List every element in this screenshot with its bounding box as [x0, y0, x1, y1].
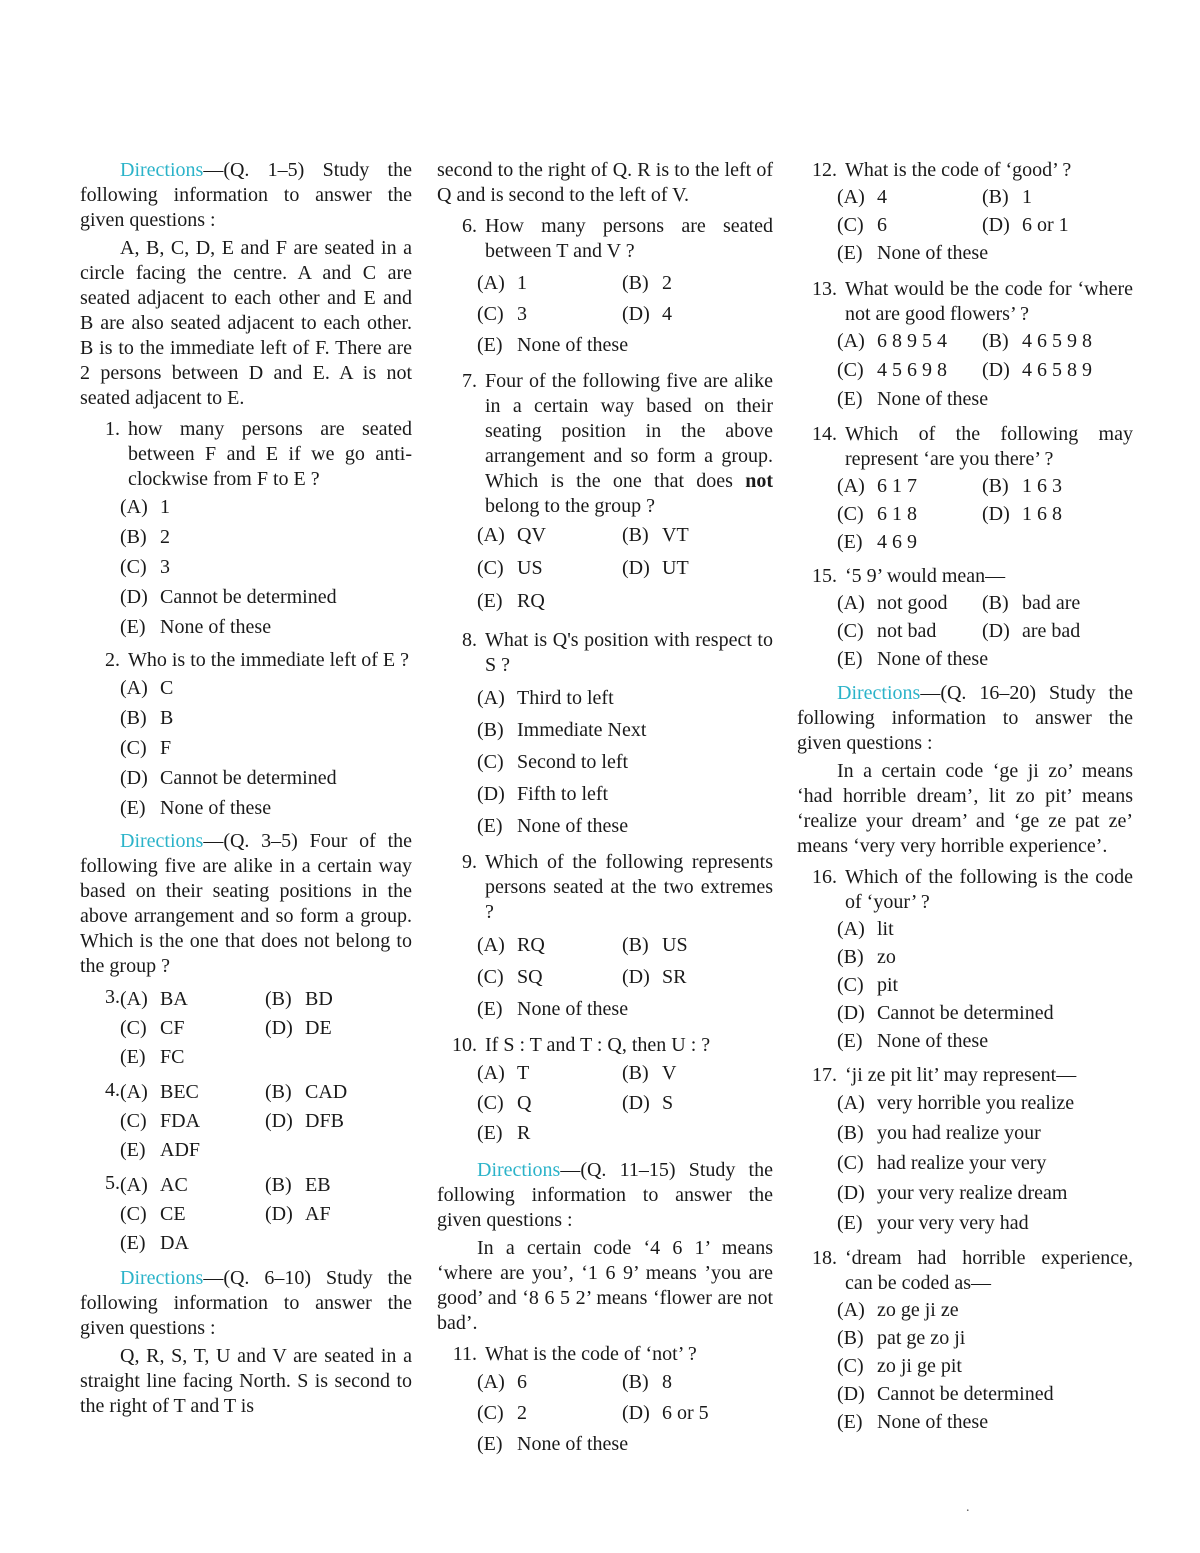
column-3 — [797, 158, 1133, 1436]
options-q1 — [120, 492, 412, 642]
option[interactable]: (D) SR — [622, 965, 687, 988]
options-q6 — [477, 268, 773, 361]
option[interactable]: (B) 1 — [982, 185, 1032, 208]
question-2: 2. Who is to the immediate left of E ? — [80, 648, 412, 673]
question-11: 11. What is the code of ‘not’ ? — [437, 1342, 773, 1367]
option[interactable]: (E) None of these — [837, 647, 989, 670]
option[interactable]: (D) 4 — [622, 303, 672, 325]
option[interactable]: (E) None of these — [837, 241, 989, 264]
option[interactable]: (B) 4 6 5 9 8 — [982, 330, 1092, 352]
option[interactable]: (A) AC — [120, 1174, 188, 1196]
option[interactable]: (A) BEC — [120, 1081, 199, 1103]
option[interactable]: (C) US — [477, 557, 543, 579]
directions-label: Directions — [837, 682, 921, 704]
question-text: What is Q's position with respect to S ? — [485, 629, 773, 676]
question-14: 14. Which of the following may represent ‘are you there’ ? — [812, 423, 1133, 470]
option[interactable]: (C) FDA — [120, 1110, 201, 1132]
options-q18 — [837, 1296, 1133, 1436]
option[interactable]: (E) None of these — [477, 997, 629, 1020]
passage-code-2: In a certain code ‘ge ji zo’ means ‘had horrible dream’, lit zo pit’ means ‘realize your dream’ and ‘ge ze pat ze’ means ‘very very horrible experience’. — [797, 760, 1133, 857]
option[interactable]: (A) BA — [120, 988, 188, 1010]
option[interactable]: (D) Cannot be determined — [837, 1001, 1054, 1024]
option[interactable]: (C) pit — [837, 973, 899, 996]
option[interactable]: (D) 1 6 8 — [982, 502, 1062, 525]
question-text: ‘ji ze pit lit’ may represent— — [845, 1064, 1077, 1086]
option[interactable]: (A) C — [120, 676, 174, 699]
directions-q11-15: Directions—(Q. 11–15) Study the following information to answer the given questions : — [437, 1159, 773, 1231]
directions-q16-20: Directions—(Q. 16–20) Study the following information to answer the given questions : — [797, 682, 1133, 754]
option[interactable]: (B) 2 — [120, 525, 170, 548]
option[interactable]: (C) Second to left — [477, 750, 629, 773]
option[interactable]: (D) Cannot be determined — [120, 585, 337, 608]
question-4: 4. (A) BEC (B) CAD (C) FDA (D) DFB (E) ADF — [80, 1078, 412, 1165]
option[interactable]: (E) DA — [120, 1232, 189, 1254]
option[interactable]: (A) 4 — [837, 185, 887, 208]
options-q9 — [477, 929, 773, 1025]
options-q16 — [837, 915, 1133, 1055]
passage-code: In a certain code ‘4 6 1’ means ‘where are you’, ‘1 6 9’ means ’you are good’ and ‘8 6 5 2’ means ‘flower are not bad’. — [437, 1237, 773, 1334]
question-text: Four of the following five are alike in a certain way based on their seating position in the above arrangement and so form a group. Which is the one that does not belong to the group ? — [485, 370, 773, 517]
directions-label: Directions — [120, 830, 204, 852]
options-q7 — [477, 519, 773, 618]
option[interactable]: (D) DE — [265, 1017, 332, 1039]
question-text: If S : T and T : Q, then U : ? — [485, 1034, 711, 1056]
option[interactable]: (B) pat ge zo ji — [837, 1326, 966, 1349]
option[interactable]: (D) S — [622, 1091, 674, 1114]
question-10: 10. If S : T and T : Q, then U : ? — [437, 1033, 773, 1058]
option[interactable]: (A) 6 1 7 — [837, 474, 917, 497]
option[interactable]: (B) US — [622, 933, 688, 956]
question-18: 18. ‘dream had horrible experience, can be coded as— — [812, 1247, 1133, 1294]
option[interactable]: (A) very horrible you realize — [837, 1091, 1075, 1114]
option[interactable]: (A) Third to left — [477, 686, 614, 709]
option[interactable]: (C) CE — [120, 1203, 186, 1225]
option[interactable]: (C) zo ji ge pit — [837, 1354, 962, 1377]
directions-q3-5: Directions—(Q. 3–5) Four of the following five are alike in a certain way based on their seating positions in the above arrangement and so form a group. Which is the one that does not belong to the group ? — [80, 830, 412, 977]
option[interactable]: (E) R — [477, 1121, 531, 1144]
option[interactable]: (A) 1 — [477, 272, 527, 294]
option[interactable]: (A) 6 — [477, 1371, 527, 1393]
question-text: ‘5 9’ would mean— — [845, 565, 1006, 587]
question-6: 6. How many persons are seated between T and V ? — [462, 215, 773, 262]
question-7: 7. Four of the following five are alike in a certain way based on their seating position in the above arrangement and so form a group. Which is the one that does not belong to the group ? — [462, 370, 773, 517]
option[interactable]: (D) Fifth to left — [477, 782, 609, 805]
option[interactable]: (B) V — [622, 1061, 677, 1084]
question-text: Who is to the immediate left of E ? — [128, 649, 410, 671]
passage-circle: A, B, C, D, E and F are seated in a circle facing the centre. A and C are seated adjacent to each other and E and B are also seated adjacent to each other. B is to the immediate left of F. There are 2 persons between D and E. A is not seated adjacent to E. — [80, 237, 412, 409]
page-dot-mark: . — [966, 1500, 970, 1515]
option[interactable]: (C) 6 1 8 — [837, 502, 917, 525]
question-text: Which of the following may represent ‘are you there’ ? — [845, 423, 1133, 470]
option[interactable]: (A) zo ge ji ze — [837, 1298, 959, 1321]
question-1: 1. how many persons are seated between F and E if we go anti-clockwise from F to E ? — [105, 418, 412, 490]
option[interactable]: (C) 3 — [477, 303, 527, 325]
option[interactable]: (E) ADF — [120, 1139, 201, 1161]
option[interactable]: (D) 4 6 5 8 9 — [982, 359, 1092, 381]
option[interactable]: (B) BD — [265, 988, 333, 1010]
passage-line: Q, R, S, T, U and V are seated in a straight line facing North. S is second to the right of T and T is — [80, 1345, 412, 1417]
option[interactable]: (E) FC — [120, 1046, 185, 1068]
options-q14 — [837, 472, 1133, 556]
option[interactable]: (C) Q — [477, 1091, 532, 1114]
option[interactable]: (D) Cannot be determined — [120, 766, 337, 789]
option[interactable]: (D) Cannot be determined — [837, 1382, 1054, 1405]
question-12: 12. What is the code of ‘good’ ? — [797, 158, 1133, 183]
option[interactable]: (D) 6 or 5 — [622, 1402, 709, 1424]
options-q2 — [120, 673, 412, 823]
option[interactable]: (B) 1 6 3 — [982, 474, 1062, 497]
option[interactable]: (C) 3 — [120, 555, 170, 578]
option[interactable]: (E) your very very had — [837, 1211, 1029, 1234]
question-text: What is the code of ‘not’ ? — [485, 1343, 697, 1365]
passage-line-continued: second to the right of Q. R is to the left of Q and is second to the left of V. — [437, 159, 773, 206]
option[interactable]: (C) F — [120, 736, 172, 759]
directions-q1-5: Directions—(Q. 1–5) Study the following information to answer the given questions : — [80, 159, 412, 231]
option[interactable]: (C) CF — [120, 1017, 185, 1039]
question-3: 3. (A) BA (B) BD (C) CF (D) DE (E) FC — [80, 985, 412, 1072]
option[interactable]: (A) T — [477, 1061, 530, 1084]
option[interactable]: (C) 4 5 6 9 8 — [837, 359, 947, 381]
option[interactable]: (C) SQ — [477, 965, 543, 988]
options-q11 — [477, 1367, 773, 1460]
option[interactable]: (C) 6 — [837, 213, 887, 236]
question-5: 5. (A) AC (B) EB (C) CE (D) AF (E) DA — [80, 1171, 412, 1258]
option[interactable]: (E) None of these — [837, 1029, 989, 1052]
option[interactable]: (D) AF — [265, 1203, 331, 1225]
option[interactable]: (E) RQ — [477, 590, 545, 612]
option[interactable]: (A) RQ — [477, 933, 545, 956]
directions-label: Directions — [120, 1267, 204, 1289]
option[interactable]: (B) bad are — [982, 591, 1081, 614]
option[interactable]: (B) 8 — [622, 1371, 672, 1393]
option[interactable]: (D) DFB — [265, 1110, 344, 1132]
question-text: What would be the code for ‘where not are good flowers’ ? — [845, 278, 1133, 325]
option[interactable]: (C) had realize your very — [837, 1151, 1047, 1174]
question-17: 17. ‘ji ze pit lit’ may represent— — [797, 1063, 1133, 1088]
question-text: How many persons are seated between T and V ? — [485, 215, 773, 262]
column-1 — [80, 158, 412, 1419]
question-13: 13. What would be the code for ‘where not are good flowers’ ? — [812, 278, 1133, 325]
options-q10 — [477, 1058, 773, 1148]
option[interactable]: (B) EB — [265, 1174, 331, 1196]
question-text: ‘dream had horrible experience, can be coded as— — [845, 1247, 1133, 1294]
option[interactable]: (A) 1 — [120, 495, 170, 518]
option[interactable]: (D) UT — [622, 557, 689, 579]
options-q17 — [837, 1088, 1133, 1238]
options-q13 — [837, 327, 1133, 414]
option[interactable]: (B) Immediate Next — [477, 718, 647, 741]
option[interactable]: (E) None of these — [477, 334, 629, 356]
option[interactable]: (B) 2 — [622, 272, 672, 294]
option[interactable]: (E) None of these — [120, 615, 272, 638]
option[interactable]: (B) you had realize your — [837, 1121, 1041, 1144]
option[interactable]: (B) VT — [622, 524, 689, 546]
option[interactable]: (C) 2 — [477, 1402, 527, 1424]
column-2 — [437, 158, 773, 1460]
option[interactable]: (D) your very realize dream — [837, 1181, 1068, 1204]
option[interactable]: (E) 4 6 9 — [837, 530, 917, 553]
option[interactable]: (E) None of these — [477, 1433, 629, 1455]
option[interactable]: (D) are bad — [982, 619, 1081, 642]
option[interactable]: (C) not bad — [837, 619, 937, 642]
option[interactable]: (E) None of these — [477, 814, 629, 837]
option[interactable]: (E) None of these — [120, 796, 272, 819]
question-text: Which of the following represents persons seated at the two extremes ? — [485, 851, 773, 923]
option[interactable]: (B) CAD — [265, 1081, 348, 1103]
option[interactable]: (A) 6 8 9 5 4 — [837, 330, 947, 352]
question-text: how many persons are seated between F and E if we go anti-clockwise from F to E ? — [128, 418, 412, 490]
options-q8 — [477, 682, 773, 842]
question-16: 16. Which of the following is the code of ‘your’ ? — [812, 866, 1133, 913]
options-q12 — [837, 183, 1133, 267]
directions-label: Directions — [120, 159, 204, 181]
option[interactable]: (A) lit — [837, 917, 894, 940]
question-text: What is the code of ‘good’ ? — [845, 159, 1072, 181]
directions-label: Directions — [477, 1159, 561, 1181]
question-text: Which of the following is the code of ‘your’ ? — [845, 866, 1133, 913]
option[interactable]: (B) zo — [837, 945, 896, 968]
option[interactable]: (B) B — [120, 706, 174, 729]
option[interactable]: (E) None of these — [837, 1410, 989, 1433]
question-8: 8. What is Q's position with respect to S ? — [462, 629, 773, 676]
options-q15 — [837, 589, 1133, 673]
option[interactable]: (E) None of these — [837, 388, 989, 410]
option[interactable]: (A) QV — [477, 524, 546, 546]
option[interactable]: (D) 6 or 1 — [982, 213, 1069, 236]
directions-q6-10: Directions—(Q. 6–10) Study the following information to answer the given questions : — [80, 1267, 412, 1339]
option[interactable]: (A) not good — [837, 591, 948, 614]
question-9: 9. Which of the following represents persons seated at the two extremes ? — [462, 851, 773, 923]
question-15: 15. ‘5 9’ would mean— — [797, 564, 1133, 589]
